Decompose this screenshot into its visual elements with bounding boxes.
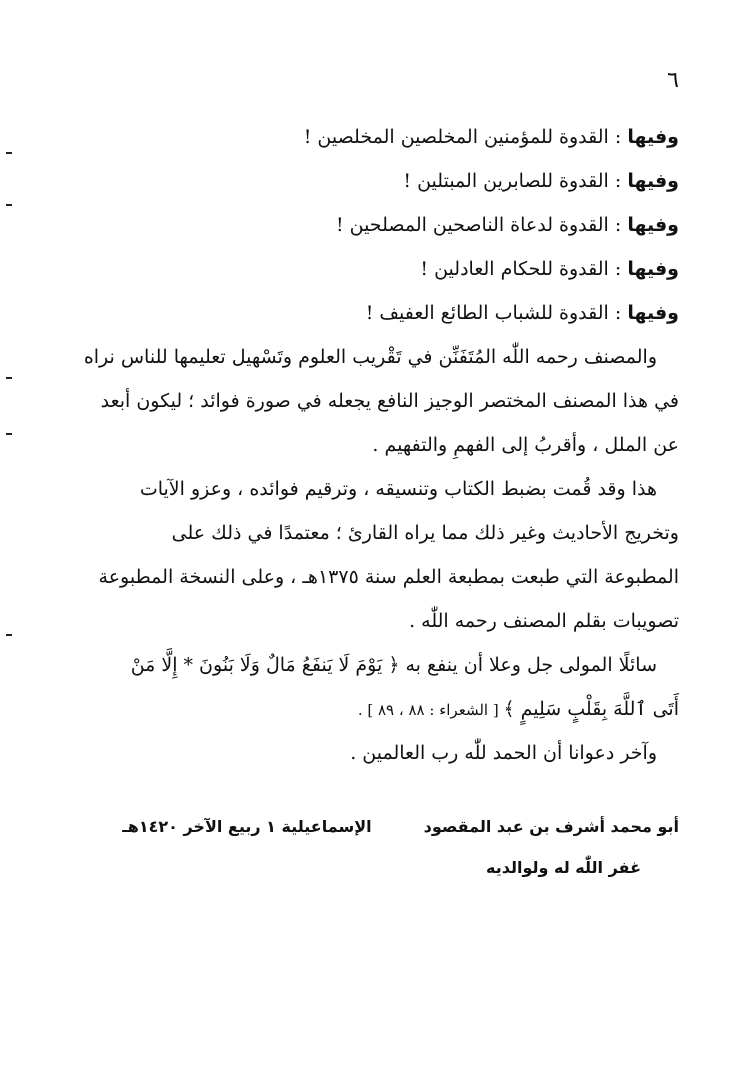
- quran-citation: [ الشعراء : ٨٨ ، ٨٩ ] .: [357, 701, 504, 719]
- list-item: [71, 115, 679, 159]
- list-item: [71, 247, 679, 291]
- main-text: [71, 115, 679, 775]
- margin-mark-4: [6, 433, 12, 435]
- list-item-label: وفيها: [627, 258, 679, 280]
- list-item: [71, 203, 679, 247]
- margin-mark-1: [6, 152, 12, 154]
- signature-author: أبو محمد أشرف بن عبد المقصود: [423, 817, 679, 836]
- list-item-text: : القدوة للمؤمنين المخلصين المخلصين !: [303, 126, 628, 148]
- paragraph-2-line: وتخريج الأحاديث وغير ذلك مما يراه القارئ ؛ معتمدًا في ذلك على: [171, 522, 679, 544]
- list-item-label: وفيها: [627, 302, 679, 324]
- list-item: [71, 159, 679, 203]
- paragraph-3-line: [71, 687, 679, 731]
- list-item-label: وفيها: [627, 214, 679, 236]
- paragraph-1-line: في هذا المصنف المختصر الوجيز النافع يجعله في صورة فوائد ؛ ليكون أبعد: [100, 390, 679, 412]
- quran-quote: أَتَى ٱللَّهَ بِقَلْبٍ سَلِيمٍ ﴾: [503, 698, 679, 720]
- list-item-text: : القدوة للشباب الطائع العفيف !: [365, 302, 628, 324]
- list-item-text: : القدوة لدعاة الناصحين المصلحين !: [335, 214, 628, 236]
- list-item-label: وفيها: [627, 170, 679, 192]
- paragraph-3-line: سائلًا المولى جل وعلا أن ينفع به ﴿ يَوْمَ لَا يَنفَعُ مَالٌ وَلَا بَنُونَ * إِلَّا مَنْ: [130, 654, 657, 676]
- list-item-text: : القدوة للصابرين المبتلين !: [403, 170, 628, 192]
- signature-row: [71, 817, 679, 836]
- closing-line: وآخر دعوانا أن الحمد للّٰه رب العالمين .: [350, 742, 657, 764]
- paragraph-2-line: المطبوعة التي طبعت بمطبعة العلم سنة ١٣٧٥هـ ، وعلى النسخة المطبوعة: [98, 566, 679, 588]
- signature-place-date: الإسماعيلية ١ ربيع الآخر ١٤٢٠هـ: [122, 817, 372, 836]
- paragraph-2-line: هذا وقد قُمت بضبط الكتاب وتنسيقه ، وترقيم فوائده ، وعزو الآيات: [139, 478, 657, 500]
- signature-prayer: غفر اللّٰه له ولوالديه: [486, 858, 641, 877]
- list-item-label: وفيها: [627, 126, 679, 148]
- margin-mark-5: [6, 634, 12, 636]
- paragraph-1-line: عن الملل ، وأقربُ إلى الفهمِ والتفهيم .: [372, 434, 679, 456]
- margin-mark-3: [6, 377, 12, 379]
- page-number: ٦: [667, 68, 679, 93]
- paragraph-2-line: تصويبات بقلم المصنف رحمه اللّٰه .: [409, 610, 679, 632]
- list-item: [71, 291, 679, 335]
- list-item-text: : القدوة للحكام العادلين !: [420, 258, 628, 280]
- paragraph-1-line: والمصنف رحمه اللّٰه المُتَفَنِّن في تَقْريب العلوم وتَسْهيل تعليمها للناس نراه: [83, 346, 657, 368]
- margin-mark-2: [6, 204, 12, 206]
